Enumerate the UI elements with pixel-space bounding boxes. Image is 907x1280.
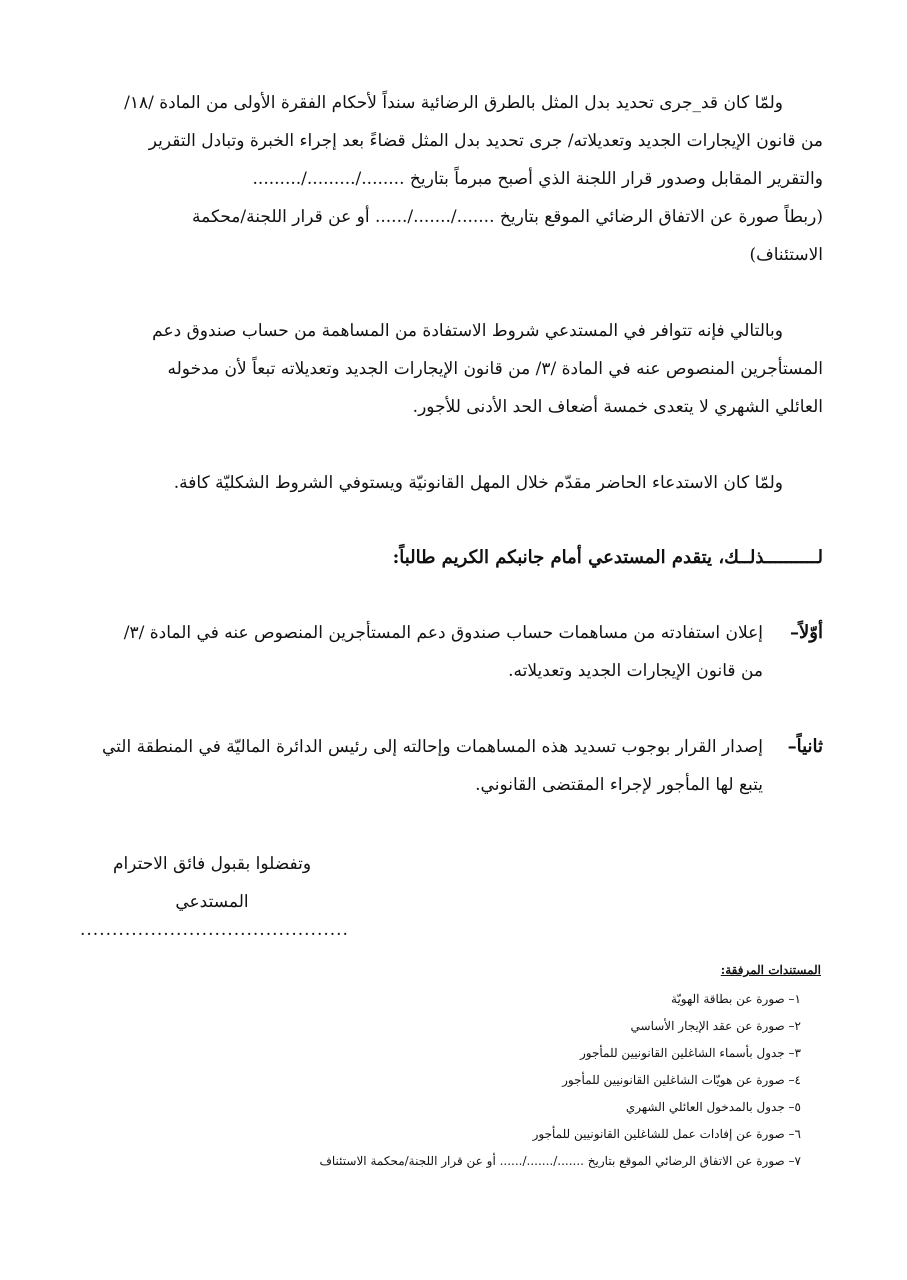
paragraph-line: العائلي الشهري لا يتعدى خمسة أضعاف الحد الأدنى للأجور. [412, 397, 823, 417]
attachments-list [81, 986, 821, 1175]
paragraph-line: الاستئناف) [749, 245, 823, 265]
signature-line: .......................................... [80, 920, 349, 940]
paragraph-line: من قانون الإيجارات الجديد وتعديلاته/ جرى تحديد بدل المثل قضاءً بعد إجراء الخبرة وتبادل التقرير [148, 131, 823, 151]
paragraph-rent-determination [83, 84, 823, 274]
request-line: إعلان استفادته من مساهمات حساب صندوق دعم المستأجرين المنصوص عنه في المادة /٣/ [123, 623, 763, 643]
attachment-item: ٦– صورة عن إفادات عمل للشاغلين القانونيين للمأجور [532, 1127, 801, 1141]
request-item-first [83, 614, 823, 690]
attachments-section [81, 958, 821, 1175]
paragraph-line: ولمّا كان الاستدعاء الحاضر مقدّم خلال المهل القانونيّة ويستوفي الشروط الشكليّة كافة. [173, 473, 783, 493]
request-line: إصدار القرار بوجوب تسديد هذه المساهمات وإحالته إلى رئيس الدائرة الماليّة في المنطقة التي [102, 737, 763, 757]
paragraph-line: ولمّا كان قد_جرى تحديد بدل المثل بالطرق الرضائية سنداً لأحكام الفقرة الأولى من المادة /١٨/ [124, 93, 783, 113]
paragraph-line: والتقرير المقابل وصدور قرار اللجنة الذي أصبح مبرماً بتاريخ ......../........./......... [252, 169, 823, 189]
attachments-title: المستندات المرفقة: [720, 963, 821, 977]
paragraph-eligibility [83, 312, 823, 426]
closing-applicant-label: المستدعي [175, 892, 249, 912]
attachment-item: ٢– صورة عن عقد الإيجار الأساسي [630, 1019, 801, 1033]
request-line: يتبع لها المأجور لإجراء المقتضى القانوني. [475, 775, 763, 795]
attachment-item: ٥– جدول بالمدخول العائلي الشهري [625, 1100, 801, 1114]
request-heading: لــــــــــذلــك، يتقدم المستدعي أمام جانبكم الكريم طالباً: [392, 547, 823, 568]
request-item-second [83, 728, 823, 804]
closing-salutation: وتفضلوا بقبول فائق الاحترام [112, 854, 312, 874]
request-text [83, 728, 763, 804]
request-text [83, 614, 763, 690]
attachment-item: ٧– صورة عن الاتفاق الرضائي الموقع بتاريخ ......./......./...... أو عن قرار اللجنة/محكمة الاستئناف [319, 1154, 801, 1168]
request-number: ثانياً– [787, 736, 823, 757]
attachment-item: ٣– جدول بأسماء الشاغلين القانونيين للمأجور [579, 1046, 801, 1060]
closing-block [92, 845, 332, 921]
request-number: أوّلاً– [790, 622, 823, 643]
request-line: من قانون الإيجارات الجديد وتعديلاته. [508, 661, 763, 681]
paragraph-line: (ربطاً صورة عن الاتفاق الرضائي الموقع بتاريخ ......./......./...... أو عن قرار اللجنة/محكمة [192, 207, 823, 227]
paragraph-line: المستأجرين المنصوص عنه في المادة /٣/ من قانون الإيجارات الجديد وتعديلاته تبعاً لأن مدخوله [167, 359, 823, 379]
attachment-item: ١– صورة عن بطاقة الهويّة [671, 992, 801, 1006]
paragraph-timeliness [83, 464, 823, 502]
attachment-item: ٤– صورة عن هويّات الشاغلين القانونيين للمأجور [562, 1073, 801, 1087]
paragraph-line: وبالتالي فإنه تتوافر في المستدعي شروط الاستفادة من المساهمة من حساب صندوق دعم [152, 321, 783, 341]
